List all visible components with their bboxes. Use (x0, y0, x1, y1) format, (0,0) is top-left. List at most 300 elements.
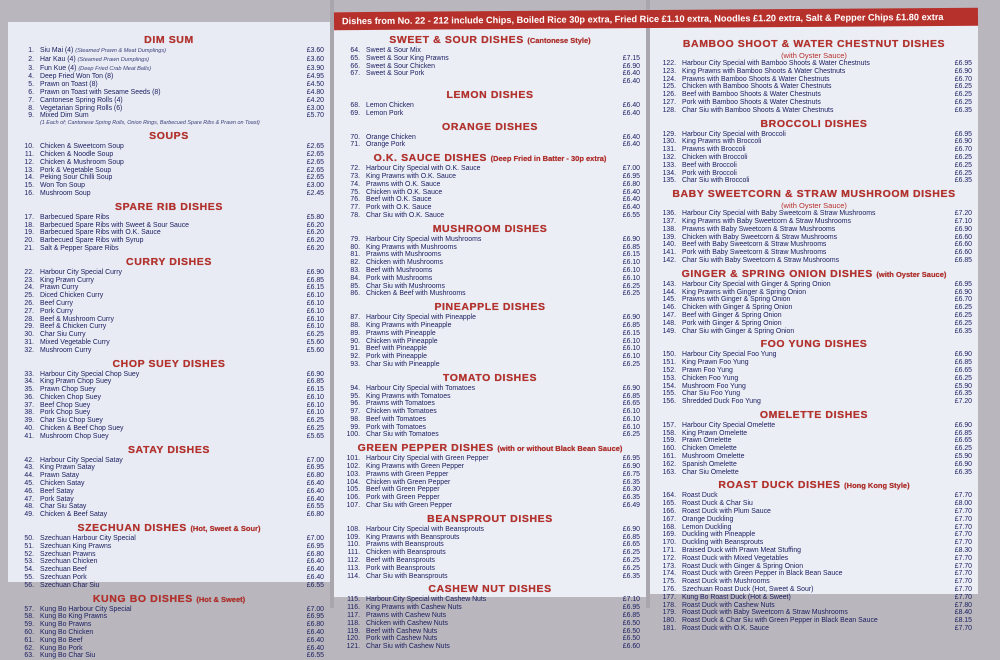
menu-item (656, 83, 972, 91)
item-number: 136. (662, 210, 676, 218)
item-name-wrap (682, 99, 942, 107)
item-number: 172. (662, 554, 676, 562)
item-name: Roast Duck with Ginger & Spring Onion (682, 562, 804, 570)
menu-item (656, 539, 972, 547)
item-price: £6.15 (306, 386, 324, 394)
item-name: Chicken & Mushroom Soup (40, 158, 124, 166)
item-number: 52. (24, 550, 34, 558)
item-name: Prawns with Baby Sweetcorn & Straw Mushrooms (682, 225, 836, 233)
item-price: £6.55 (306, 652, 324, 660)
item-price: £2.65 (306, 150, 324, 158)
item-name-wrap (40, 159, 294, 167)
item-name-wrap (366, 283, 610, 291)
item-name: Beef with Green Pepper (366, 486, 440, 494)
item-name-wrap (366, 424, 610, 432)
menu-item (14, 277, 324, 285)
item-name: Roast Duck with Baby Sweetcorn & Straw Mushrooms (682, 609, 848, 617)
menu-item (14, 339, 324, 347)
section-title: ROAST DUCK DISHES (718, 479, 841, 492)
item-name: Szechuan Prawns (40, 550, 96, 558)
menu-section (340, 121, 640, 150)
item-price: £6.35 (622, 494, 640, 502)
item-price: £7.00 (622, 165, 640, 173)
item-name-wrap (40, 558, 294, 566)
item-name: Pork with Tomatoes (366, 423, 426, 431)
item-name-wrap (682, 107, 942, 115)
item-name: Char Siu with Tomatoes (366, 431, 439, 439)
item-price: £6.95 (954, 130, 972, 138)
item-name-wrap (366, 110, 610, 118)
item-number: 169. (662, 531, 676, 539)
menu-item (14, 245, 324, 253)
item-name-wrap (40, 606, 294, 614)
item-name-wrap (366, 573, 610, 581)
item-name: Szechuan Roast Duck (Hot, Sweet & Sour) (682, 586, 814, 594)
menu-item (14, 613, 324, 621)
item-number: 69. (350, 109, 360, 117)
item-name: Duckling with Pineapple (682, 531, 756, 539)
item-number: 151. (662, 359, 676, 367)
menu-item (14, 378, 324, 386)
item-price: £6.80 (622, 180, 640, 188)
item-price: £7.20 (954, 210, 972, 218)
item-name-wrap (366, 486, 610, 494)
item-name-wrap (682, 469, 942, 477)
item-name-wrap (366, 431, 610, 439)
item-number: 64. (350, 47, 360, 54)
section-heading (340, 223, 640, 236)
item-number: 145. (662, 296, 676, 304)
item-price: £5.90 (954, 382, 972, 390)
item-name-wrap (682, 241, 942, 249)
item-name-wrap (366, 204, 610, 212)
item-number: 5. (28, 81, 34, 89)
section-heading (340, 301, 640, 314)
menu-item (340, 612, 640, 620)
item-number: 21. (24, 244, 34, 252)
item-name: Beef Chop Suey (40, 401, 91, 409)
item-name-wrap (366, 471, 610, 479)
section-title: BABY SWEETCORN & STRAW MUSHROOM DISHES (672, 188, 956, 201)
section-heading (14, 34, 324, 47)
menu-item (14, 480, 324, 488)
item-number: 74. (350, 180, 360, 188)
item-name: Sweet & Sour Pork (366, 70, 425, 78)
menu-item (340, 471, 640, 479)
item-price: £6.90 (622, 525, 640, 533)
item-name: Chicken with Tomatoes (366, 408, 437, 416)
item-number: 73. (350, 172, 360, 180)
item-description: (Steamed Prawn & Meat Dumplings) (75, 48, 167, 54)
menu-panel-middle (334, 12, 646, 651)
menu-item (656, 289, 972, 297)
menu-item (340, 604, 640, 612)
item-number: 127. (662, 98, 676, 106)
section-title: GREEN PEPPER DISHES (357, 442, 494, 455)
menu-section (340, 89, 640, 118)
menu-item (656, 162, 972, 170)
item-name-wrap (682, 375, 942, 383)
item-price: £6.10 (306, 401, 324, 409)
item-price: £6.60 (954, 249, 972, 257)
item-price: £2.65 (306, 143, 324, 151)
section-title: TOMATO DISHES (442, 371, 538, 384)
item-number: 119. (347, 627, 360, 635)
menu-item (14, 214, 324, 222)
item-name-wrap (366, 141, 610, 149)
item-name-wrap (40, 339, 294, 347)
item-name: Sweet & Sour King Prawns (366, 54, 449, 62)
item-name-wrap (40, 331, 294, 339)
item-price: £6.80 (306, 472, 324, 480)
item-number: 116. (347, 604, 360, 612)
item-name: Mixed Vegetable Curry (40, 338, 110, 346)
item-number: 152. (662, 366, 676, 374)
menu-item (656, 531, 972, 539)
item-price: £4.95 (306, 73, 324, 81)
item-number: 8. (28, 104, 34, 112)
item-name: Lemon Duckling (682, 523, 732, 531)
item-price: £7.15 (622, 54, 640, 62)
menu-item (14, 182, 324, 190)
item-name: Pork with Pineapple (366, 353, 427, 361)
item-name: Szechuan Chicken (40, 558, 98, 566)
item-price: £6.95 (622, 172, 640, 180)
item-number: 20. (24, 237, 34, 245)
menu-item (656, 91, 972, 99)
item-name: Deep Fried Won Ton (8) (40, 73, 114, 81)
item-name-wrap (682, 234, 942, 242)
menu-item (340, 486, 640, 494)
item-name-wrap (366, 549, 610, 557)
item-number: 48. (24, 503, 34, 511)
item-name: Spanish Omelette (682, 460, 737, 468)
menu-item (14, 503, 324, 511)
item-name-wrap (682, 500, 942, 508)
item-price: £6.25 (954, 169, 972, 177)
item-price: £6.25 (954, 304, 972, 312)
item-price: £6.40 (622, 196, 640, 204)
item-name: Kung Bo Roast Duck (Hot & Sweet) (682, 593, 791, 601)
item-name-wrap (40, 65, 294, 74)
item-name-wrap (366, 63, 610, 71)
menu-section (14, 444, 324, 519)
item-name: Beef with Tomatoes (366, 415, 427, 423)
item-number: 173. (662, 562, 676, 570)
item-number: 7. (28, 96, 34, 104)
item-name-wrap (366, 134, 610, 142)
item-name-wrap (366, 463, 610, 471)
item-name-wrap (682, 390, 942, 398)
section-heading (656, 409, 972, 422)
menu-item (14, 73, 324, 81)
menu-item (14, 496, 324, 504)
item-number: 163. (662, 468, 676, 476)
section-title: OMELETTE DISHES (759, 408, 869, 421)
menu-item (340, 408, 640, 416)
item-name: Chicken Satay (40, 480, 85, 488)
item-number: 90. (350, 337, 360, 345)
item-price: £7.70 (954, 593, 972, 601)
item-price: £6.35 (954, 327, 972, 335)
item-number: 102. (346, 463, 360, 471)
item-price: £6.60 (954, 233, 972, 241)
item-name-wrap (682, 146, 942, 154)
item-name-wrap (40, 323, 294, 331)
item-name: Won Ton Soup (40, 182, 85, 190)
menu-item (656, 170, 972, 178)
menu-item (656, 359, 972, 367)
item-name: Kung Bo Pork (40, 644, 83, 652)
item-name-wrap (40, 503, 294, 511)
section-heading (340, 121, 640, 134)
item-price: £6.90 (954, 67, 972, 75)
menu-item (14, 292, 324, 300)
item-name: Roast Duck & Char Siu with Green Pepper in Black Bean Sauce (682, 617, 878, 625)
item-number: 1. (28, 47, 34, 54)
item-name: Char Siu with Baby Sweetcorn & Straw Mushrooms (682, 256, 840, 264)
item-name: Pork with Ginger & Spring Onion (682, 319, 782, 327)
item-number: 174. (662, 570, 676, 578)
menu-item (656, 461, 972, 469)
menu-item (656, 146, 972, 154)
item-name: Harbour City Special with Beansprouts (366, 525, 484, 533)
item-name-wrap (40, 371, 294, 379)
item-number: 68. (350, 101, 360, 109)
item-number: 78. (350, 211, 360, 219)
item-price: £6.35 (954, 390, 972, 398)
item-price: £6.25 (954, 319, 972, 327)
menu-section (340, 223, 640, 298)
item-number: 134. (662, 169, 676, 177)
item-name-wrap (366, 322, 610, 330)
item-price: £5.65 (306, 432, 324, 440)
menu-item (340, 267, 640, 275)
section-title: LEMON DISHES (446, 88, 534, 101)
item-price: £3.00 (306, 182, 324, 190)
item-name: Szechuan Harbour City Special (40, 535, 136, 543)
item-price: £7.80 (954, 601, 972, 609)
item-price: £2.65 (306, 166, 324, 174)
item-name: Lemon Pork (366, 109, 404, 117)
item-name-wrap (366, 534, 610, 542)
item-name-wrap (366, 628, 610, 636)
item-name-wrap (366, 70, 610, 78)
item-name: Szechuan Beef (40, 566, 87, 574)
item-price: £6.55 (306, 503, 324, 511)
menu-item (656, 177, 972, 185)
item-name-wrap (366, 400, 610, 408)
section-heading (340, 152, 640, 165)
item-price: £2.45 (306, 189, 324, 197)
item-name-wrap (40, 347, 294, 355)
item-price: £6.25 (954, 445, 972, 453)
item-number: 93. (350, 360, 360, 368)
item-name-wrap (682, 154, 942, 162)
menu-item (340, 463, 640, 471)
item-name: Prawn Omelette (682, 437, 732, 445)
item-number: 61. (24, 636, 34, 644)
item-number: 125. (662, 83, 676, 91)
item-name: Prawns with Ginger & Spring Onion (682, 296, 791, 304)
item-number: 42. (24, 456, 34, 464)
menu-item (14, 551, 324, 559)
section-title: BAMBOO SHOOT & WATER CHESTNUT DISHES (682, 38, 946, 50)
item-price: £6.50 (622, 619, 640, 627)
item-price: £6.40 (306, 487, 324, 495)
item-price: £6.25 (954, 374, 972, 382)
item-price: £6.90 (954, 460, 972, 468)
section-heading (340, 372, 640, 385)
item-number: 142. (662, 256, 676, 264)
item-name: Chicken & Beef Satay (40, 511, 108, 519)
menu-item (656, 570, 972, 578)
item-price: £7.10 (622, 596, 640, 604)
item-name: Mushroom Omelette (682, 453, 745, 461)
menu-item (656, 328, 972, 336)
item-number: 77. (350, 204, 360, 212)
item-number: 3. (28, 64, 34, 72)
menu-item (14, 409, 324, 417)
section-heading (340, 89, 640, 102)
item-name: Barbecued Spare Ribs (40, 213, 110, 221)
item-name: Prawns with Tomatoes (366, 400, 435, 408)
item-name: Roast Duck with Green Pepper in Black Bean Sauce (682, 570, 843, 578)
item-name: Har Kau (4) (40, 55, 76, 63)
menu-item (14, 316, 324, 324)
item-price: £6.90 (622, 62, 640, 70)
item-number: 137. (662, 217, 676, 225)
item-name-wrap (40, 629, 294, 637)
item-price: £6.25 (306, 425, 324, 433)
item-name-wrap (682, 609, 942, 617)
menu-item (656, 281, 972, 289)
section-footnote: (1 Each of; Cantonese Spring Rolls, Onion Rings, Barbecued Spare Ribs & Prawn on Toast) (40, 120, 260, 127)
item-name-wrap (682, 594, 942, 602)
menu-item (340, 102, 640, 110)
item-name: Roast Duck with Mushrooms (682, 578, 770, 586)
section-title: SWEET & SOUR DISHES (389, 34, 524, 46)
item-price: £5.90 (954, 453, 972, 461)
item-name: Prawn Satay (40, 472, 80, 480)
menu-item (656, 398, 972, 406)
menu-item (340, 534, 640, 542)
item-name-wrap (682, 76, 942, 84)
item-number: 109. (346, 533, 360, 541)
item-name-wrap (366, 275, 610, 283)
item-name-wrap (366, 173, 610, 181)
item-number: 14. (24, 174, 34, 182)
item-name-wrap (366, 385, 610, 393)
item-number: 132. (662, 153, 676, 161)
item-name-wrap (40, 566, 294, 574)
item-number: 86. (350, 290, 360, 298)
item-name: Vegetarian Spring Rolls (6) (40, 104, 123, 112)
item-price: £6.60 (954, 241, 972, 249)
menu-item (340, 236, 640, 244)
item-price: £6.75 (622, 470, 640, 478)
item-price: £4.80 (306, 88, 324, 96)
item-number: 105. (346, 486, 360, 494)
item-number: 13. (24, 166, 34, 174)
item-price: £4.50 (306, 81, 324, 89)
menu-item (14, 112, 324, 120)
menu-section (340, 152, 640, 220)
item-number: 66. (350, 62, 360, 70)
menu-item (656, 383, 972, 391)
menu-item (14, 151, 324, 159)
item-number: 111. (347, 549, 360, 557)
item-number: 128. (662, 106, 676, 114)
section-title: CURRY DISHES (126, 255, 212, 268)
item-name: Beef & Mushroom Curry (40, 315, 114, 323)
item-price: £6.90 (954, 351, 972, 359)
menu-item (340, 110, 640, 118)
menu-panel-right (650, 16, 978, 633)
item-name-wrap (682, 578, 942, 586)
item-price: £6.95 (306, 542, 324, 550)
item-name-wrap (40, 433, 294, 441)
item-name-wrap (40, 143, 294, 151)
item-price: £6.95 (954, 280, 972, 288)
menu-item (340, 259, 640, 267)
menu-item (656, 257, 972, 265)
item-name-wrap (40, 277, 294, 285)
item-price: £6.10 (622, 266, 640, 274)
item-price: £7.70 (954, 625, 972, 633)
menu-item (340, 596, 640, 604)
menu-item (340, 134, 640, 142)
item-price: £6.90 (622, 463, 640, 471)
menu-item (14, 222, 324, 230)
item-number: 124. (662, 75, 676, 83)
item-price: £7.70 (954, 539, 972, 547)
menu-item (656, 320, 972, 328)
item-number: 123. (662, 67, 676, 75)
item-number: 72. (350, 165, 360, 173)
menu-item (656, 625, 972, 633)
item-name-wrap (682, 547, 942, 555)
item-price: £6.85 (622, 612, 640, 620)
item-name: King Prawn Curry (40, 276, 94, 284)
item-number: 30. (24, 331, 34, 339)
item-name-wrap (682, 617, 942, 625)
item-number: 112. (347, 557, 360, 565)
menu-item (14, 237, 324, 245)
item-price: £6.40 (622, 78, 640, 86)
item-name: Beef with Baby Sweetcorn & Straw Mushrooms (682, 241, 827, 249)
menu-section (14, 34, 324, 127)
item-name: King Prawns with Mushrooms (366, 243, 457, 251)
menu-item (340, 526, 640, 534)
item-number: 67. (350, 70, 360, 78)
item-name: Pork with Green Pepper (366, 494, 440, 502)
item-name: Mixed Dim Sum (40, 112, 89, 120)
item-name: Kung Bo Chicken (40, 629, 94, 637)
item-name: Beef Satay (40, 487, 74, 495)
item-price: £6.95 (306, 464, 324, 472)
item-name: King Prawns with Baby Sweetcorn & Straw Mushrooms (682, 217, 851, 225)
item-number: 46. (24, 487, 34, 495)
menu-item (14, 81, 324, 89)
menu-section (656, 268, 972, 336)
item-price: £6.95 (622, 604, 640, 612)
item-name-wrap (40, 511, 294, 519)
item-price: £7.00 (306, 456, 324, 464)
item-number: 171. (662, 547, 676, 555)
section-heading (656, 479, 972, 492)
menu-item (14, 159, 324, 167)
